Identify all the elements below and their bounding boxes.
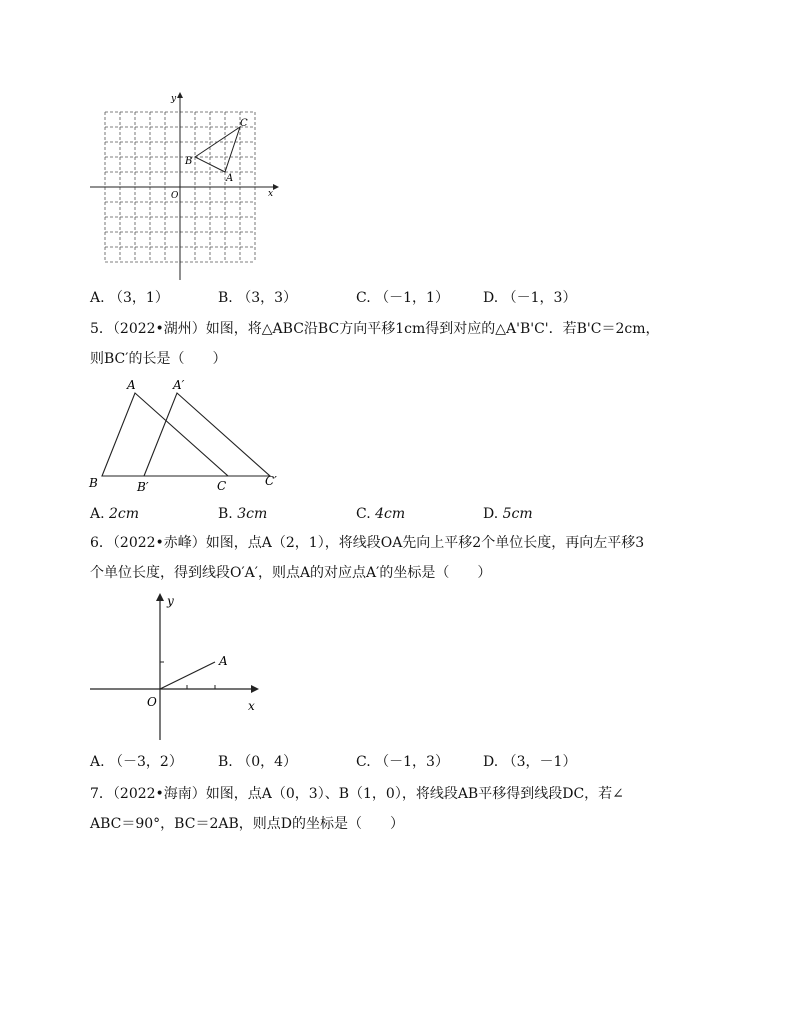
q6-option-d[interactable]: D. （3，－1） <box>483 754 577 770</box>
x-axis-arrow <box>251 685 259 693</box>
y-axis-arrow <box>177 92 183 98</box>
q4-grid-figure <box>85 90 285 285</box>
y-axis-label: y <box>167 594 174 608</box>
q5-option-c[interactable]: C. 4cm <box>356 506 406 522</box>
origin-label: O <box>147 695 157 709</box>
point-a-label: A <box>226 173 234 184</box>
point-a-label: A <box>219 654 228 668</box>
point-b-label: B <box>185 156 193 167</box>
q7-stem-line-2: ABC＝90°，BC＝2AB，则点D的坐标是（ ） <box>90 816 404 832</box>
q6-coordinate-figure <box>85 590 275 745</box>
q5-stem-line-1: 5．（2022•湖州）如图，将△ABC沿BC方向平移1cm得到对应的△A'B'C'．若B'C＝2cm， <box>90 321 660 337</box>
q4-option-b[interactable]: B. （3，3） <box>218 290 298 306</box>
y-axis-label: y <box>171 94 177 104</box>
point-c-label: C <box>240 118 248 129</box>
q5-option-d[interactable]: D. 5cm <box>483 506 533 522</box>
label-a: A <box>127 378 136 392</box>
q4-option-c[interactable]: C. （－1，1） <box>356 290 449 306</box>
x-axis-label: x <box>268 189 274 199</box>
x-axis-label: x <box>248 699 255 713</box>
label-b: B <box>89 476 98 490</box>
q7-stem-line-1: 7．（2022•海南）如图，点A（0，3）、B（1，0），将线段AB平移得到线段DC，若∠ <box>90 786 624 802</box>
q5-stem-line-2: 则BC′的长是（ ） <box>90 351 227 367</box>
q4-option-d[interactable]: D. （－1，3） <box>483 290 577 306</box>
x-axis-arrow <box>273 184 279 190</box>
q6-option-a[interactable]: A. （－3，2） <box>90 754 183 770</box>
triangle-abc <box>102 393 228 476</box>
triangle-abc <box>195 127 240 172</box>
q5-translation-figure <box>85 375 295 497</box>
q6-option-c[interactable]: C. （－1，3） <box>356 754 449 770</box>
q6-option-b[interactable]: B. （0，4） <box>218 754 298 770</box>
label-c: C <box>217 479 227 493</box>
q4-option-a[interactable]: A. （3，1） <box>90 290 169 306</box>
label-b-prime: B′ <box>137 480 149 494</box>
q6-stem-line-1: 6．（2022•赤峰）如图，点A（2，1），将线段OA先向上平移2个单位长度，再向左平移3 <box>90 535 645 551</box>
origin-label: O <box>171 191 179 201</box>
q5-option-b[interactable]: B. 3cm <box>218 506 268 522</box>
label-c-prime: C′ <box>265 474 277 488</box>
segment-oa <box>160 662 215 689</box>
triangle-a-prime-b-prime-c-prime <box>144 393 270 476</box>
label-a-prime: A′ <box>173 378 185 392</box>
y-axis-arrow <box>156 593 164 601</box>
q6-stem-line-2: 个单位长度，得到线段O′A′，则点A的对应点A′的坐标是（ ） <box>90 565 492 581</box>
q5-option-a[interactable]: A. 2cm <box>90 506 140 522</box>
